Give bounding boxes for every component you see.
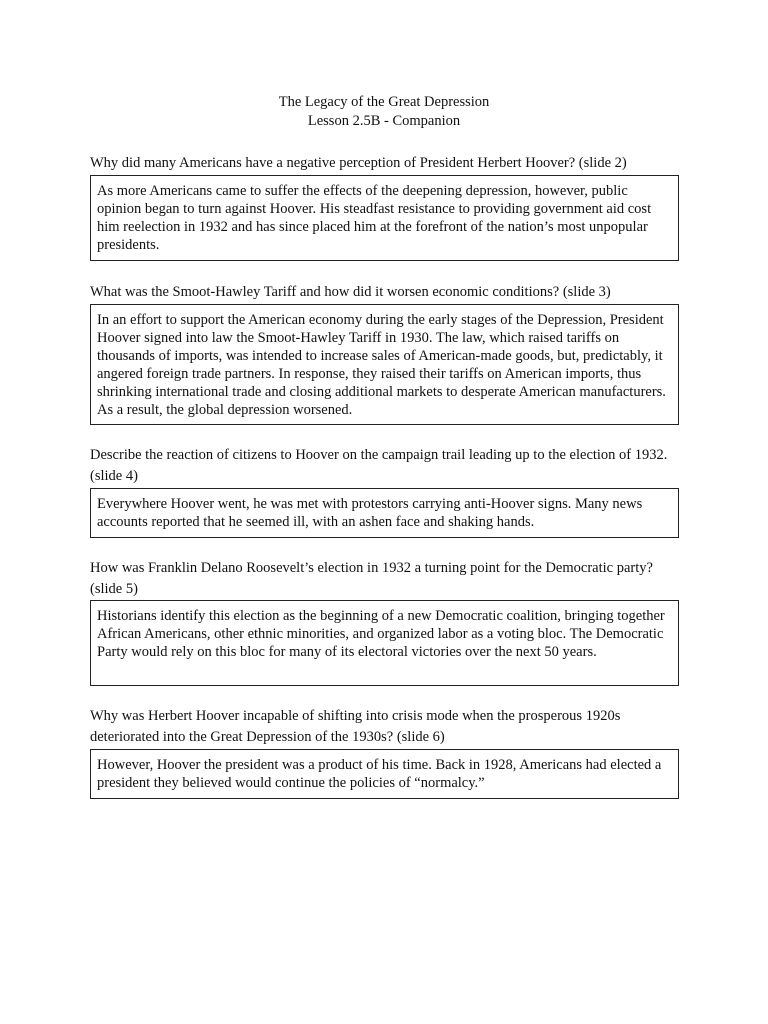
question-3: Describe the reaction of citizens to Hoover on the campaign trail leading up to the election of 1932. (slide 4) [90,447,668,484]
question-2: What was the Smoot-Hawley Tariff and how did it worsen economic conditions? (slide 3) [90,284,611,300]
answer-box-4: Historians identify this election as the beginning of a new Democratic coalition, bringing together African Americans, other ethnic minorities, and organized labor as a voting bloc. The Democratic Party would rely on this bloc for many of its electoral victories over the next 50 years. [90,600,679,686]
document-subtitle: Lesson 2.5B - Companion [307,113,461,129]
question-1: Why did many Americans have a negative perception of President Herbert Hoover? (slide 2) [90,155,627,171]
answer-box-5: However, Hoover the president was a product of his time. Back in 1928, Americans had elected a president they believed would continue the policies of “normalcy.” [90,749,679,799]
answer-box-2: In an effort to support the American economy during the early stages of the Depression, President Hoover signed into law the Smoot-Hawley Tariff in 1930. The law, which raised tariffs on thousands of imports, was intended to increase sales of American-made goods, but, predictably, it angered foreign trade partners. In response, they raised their tariffs on American imports, thus shrinking international trade and closing additional markets to desperate American manufacturers. As a result, the global depression worsened. [90,304,679,425]
question-5: Why was Herbert Hoover incapable of shifting into crisis mode when the prosperous 1920s deteriorated into the Great Depression of the 1930s? (slide 6) [90,708,621,745]
question-4: How was Franklin Delano Roosevelt’s election in 1932 a turning point for the Democratic party? (slide 5) [90,560,653,597]
answer-box-3: Everywhere Hoover went, he was met with protestors carrying anti-Hoover signs. Many news accounts reported that he seemed ill, with an ashen face and shaking hands. [90,488,679,538]
answer-box-1: As more Americans came to suffer the effects of the deepening depression, however, public opinion began to turn against Hoover. His steadfast resistance to providing government aid cost him reelection in 1932 and has since placed him at the forefront of the nation’s most unpopular presidents. [90,175,679,261]
document-header [0,93,768,131]
document-title: The Legacy of the Great Depression [278,94,490,110]
